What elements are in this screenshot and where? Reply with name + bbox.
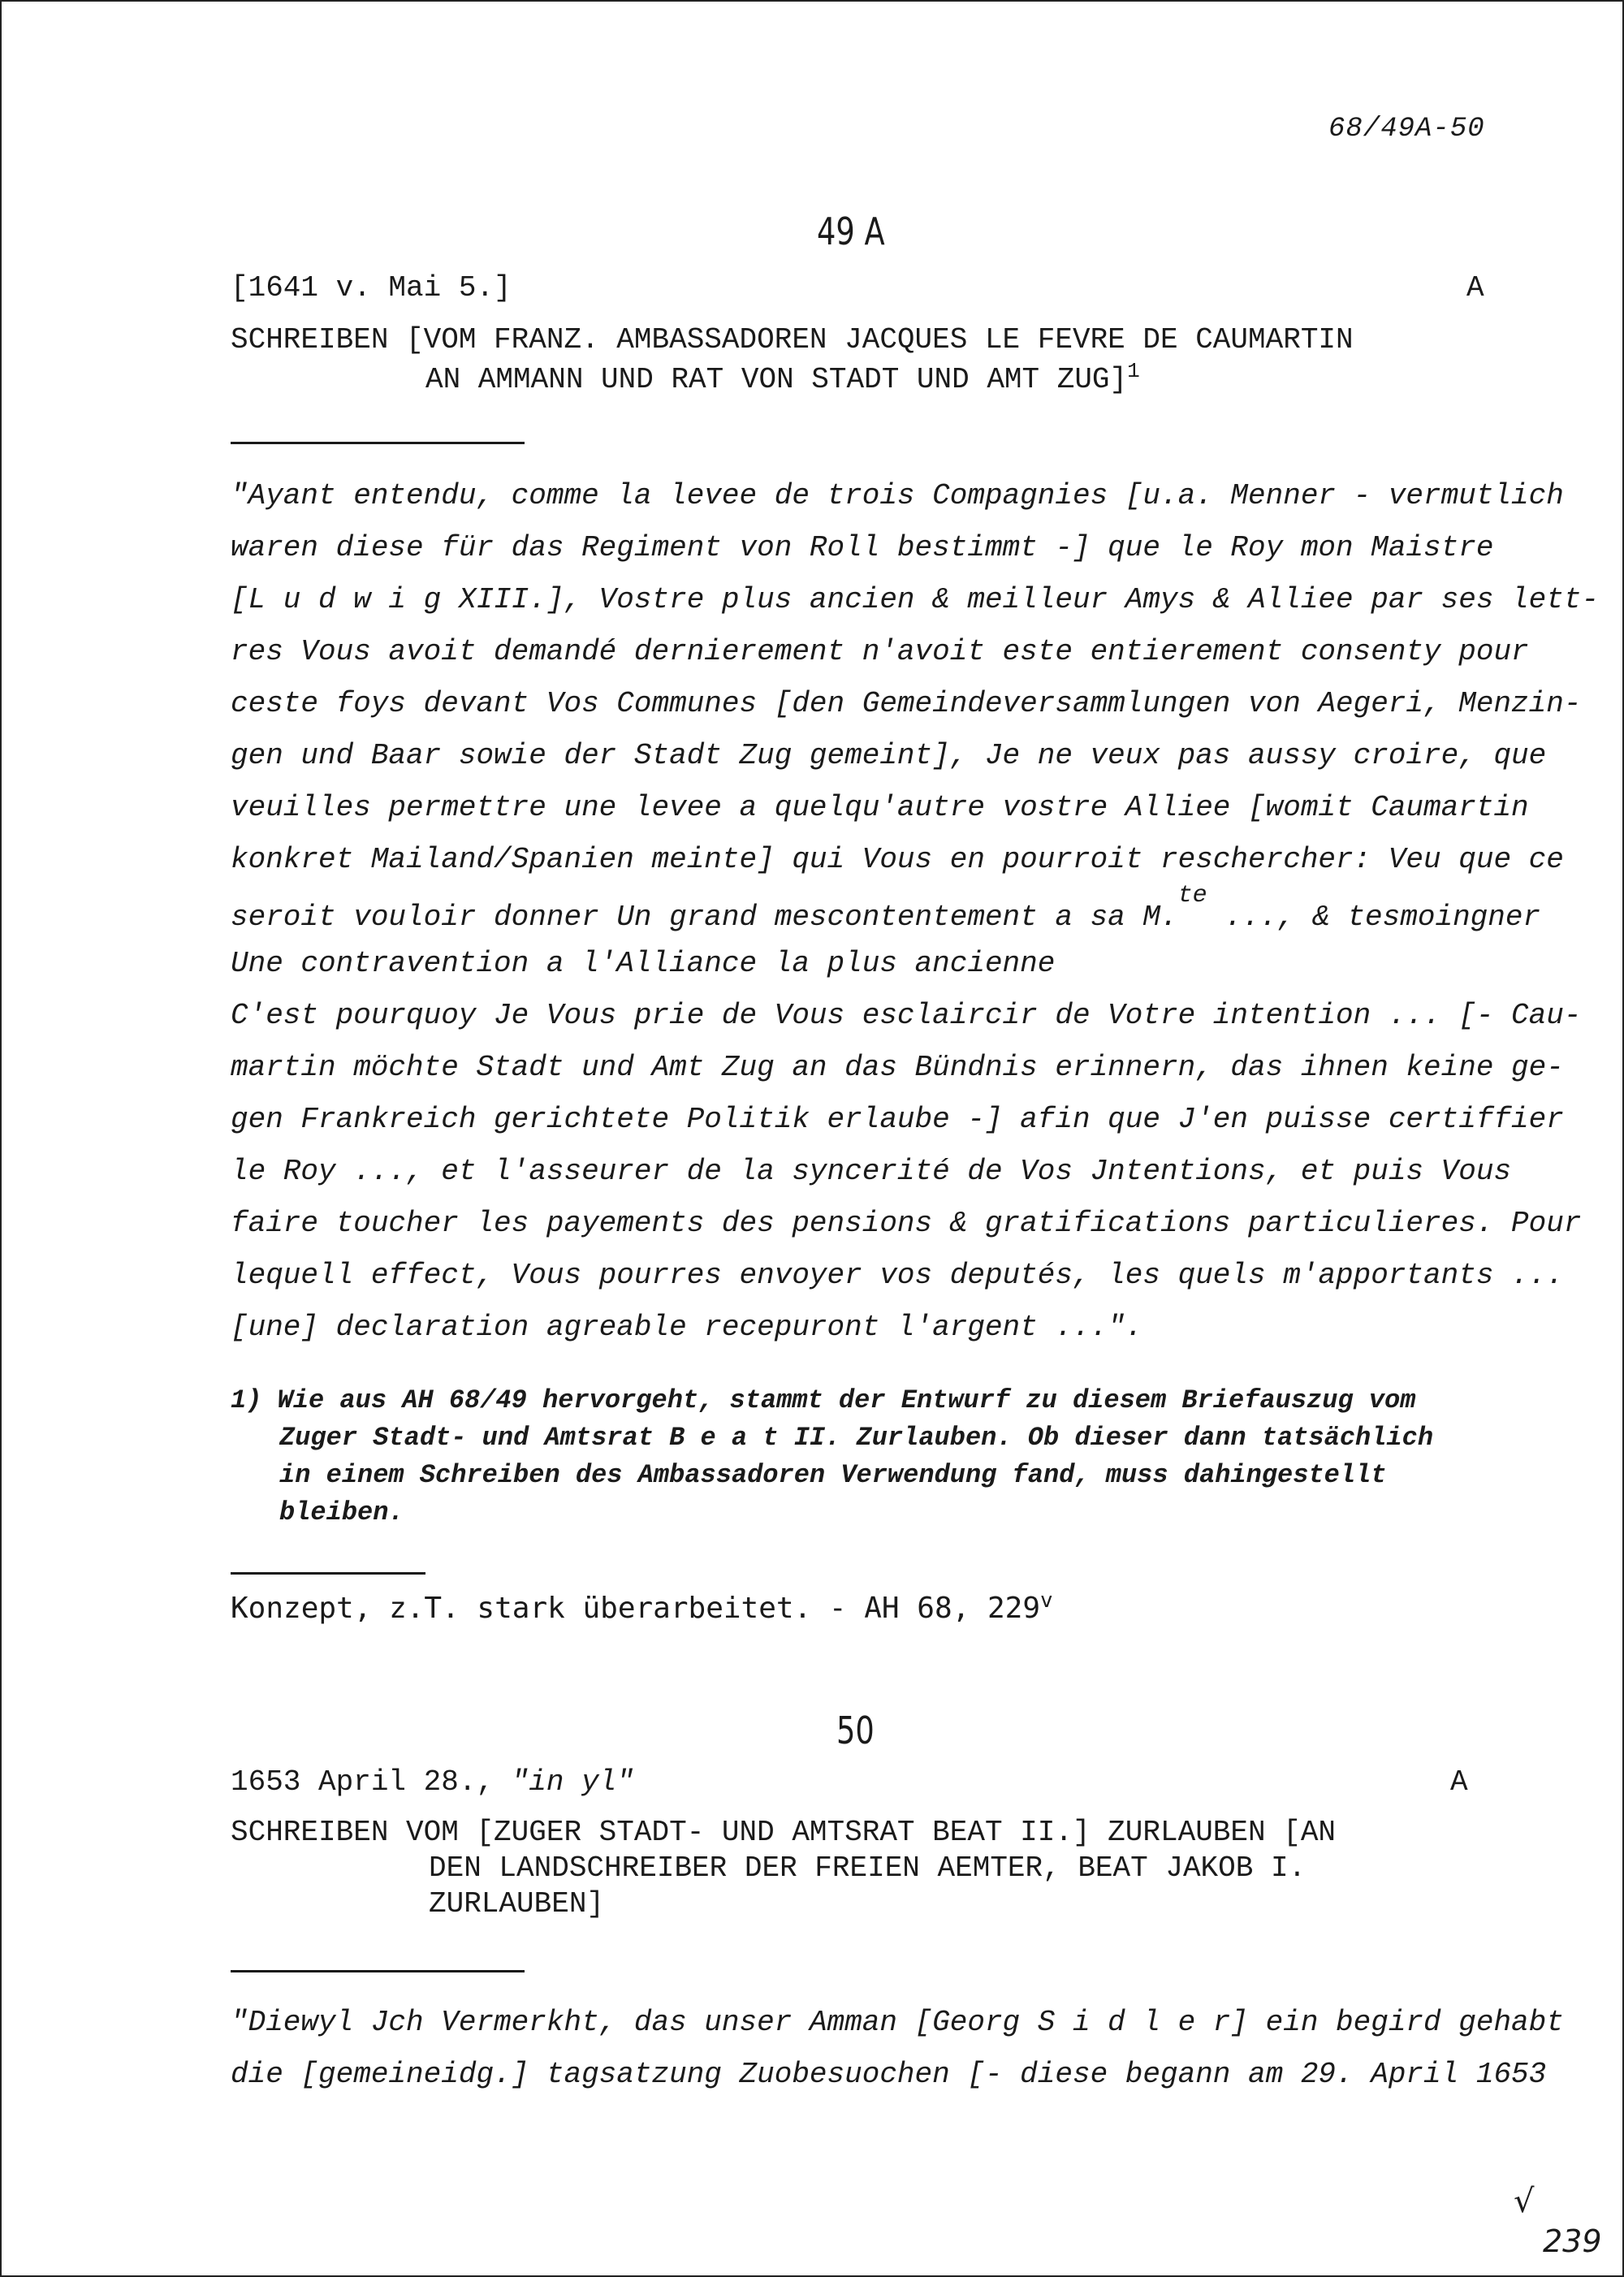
body-line: ceste foys devant Vos Communes [den Gemeindeversammlungen von Aegeri, Menzin- — [231, 687, 1582, 720]
heading-line-49a: SCHREIBEN [VOM FRANZ. AMBASSADOREN JACQUES LE FEVRE DE CAUMARTIN — [231, 323, 1354, 356]
body-line: faire toucher les payements des pensions & gratifications particulieres. Pour — [231, 1207, 1582, 1240]
superscript-te: te — [1177, 882, 1207, 910]
footnote-line: in einem Schreiben des Ambassadoren Verwendung fand, muss dahingestellt — [279, 1460, 1387, 1490]
document-date-49a: [1641 v. Mai 5.] — [231, 271, 512, 305]
heading-line-50: SCHREIBEN VOM [ZUGER STADT- UND AMTSRAT BEAT II.] ZURLAUBEN [AN — [231, 1816, 1337, 1849]
footnote-mark: 1 — [1127, 359, 1140, 383]
heading-line-50: DEN LANDSCHREIBER DER FREIEN AEMTER, BEAT JAKOB I. — [429, 1851, 1307, 1885]
page-reference: 68/49A-50 — [1328, 114, 1485, 145]
body-line: [une] declaration agreable recepuront l'argent ...". — [231, 1311, 1143, 1344]
body-line: die [gemeineidg.] tagsatzung Zuobesuochen [- diese begann am 29. April 1653 — [231, 2058, 1547, 2091]
heading-line-49a: AN AMMANN UND RAT VON STADT UND AMT ZUG]$^1$ — [425, 359, 1140, 396]
body-line: veuilles permettre une levee a quelqu'autre vostre Alliee [womit Caumartin — [231, 791, 1529, 824]
section-rule — [231, 1970, 525, 1972]
section-rule — [231, 442, 525, 444]
body-line: konkret Mailand/Spanien meinte] qui Vous en pourroit reschercher: Veu que ce — [231, 843, 1564, 876]
body-line: martin möchte Stadt und Amt Zug an das Bündnis erinnern, das ihnen keine ge- — [231, 1051, 1564, 1084]
body-line: lequell effect, Vous pourres envoyer vos deputés, les quels m'apportants ... — [231, 1259, 1564, 1292]
check-mark: √ — [1514, 2183, 1535, 2220]
body-line: gen und Baar sowie der Stadt Zug gemeint], Je ne veux pas aussy croire, que — [231, 739, 1547, 772]
body-line: seroit vouloir donner Un grand mescontentement a sa M.$^{te}$ ..., & tesmoingner — [231, 882, 1541, 934]
body-line: "Diewyl Jch Vermerkht, das unser Amman [Georg S i d l e r] ein begird gehabt — [231, 2006, 1564, 2039]
body-line: waren diese für das Regiment von Roll bestimmt -] que le Roy mon Maistre — [231, 531, 1494, 564]
body-line: [L u d w i g XIII.], Vostre plus ancien & meilleur Amys & Alliee par ses lett- — [231, 583, 1600, 616]
folio-number: 239 — [1543, 2223, 1602, 2259]
footnote-line: Zuger Stadt- und Amtsrat B e a t II. Zurlauben. Ob dieser dann tatsächlich — [279, 1423, 1434, 1453]
document-number-49a: 49 A — [817, 210, 885, 253]
document-letter-50: A — [1450, 1765, 1468, 1799]
document-number-50: 50 — [836, 1709, 875, 1752]
document-date-50: 1653 April 28., "in yl" — [231, 1765, 634, 1799]
body-line: le Roy ..., et l'asseurer de la syncerité de Vos Jntentions, et puis Vous — [231, 1155, 1512, 1188]
section-rule — [231, 1572, 425, 1575]
document-letter-49a: A — [1466, 271, 1484, 305]
footnote-line: bleiben. — [279, 1497, 404, 1527]
source-note-49a: Konzept, z.T. stark überarbeitet. - AH 68, 229$^v$ — [231, 1588, 1053, 1625]
body-line: C'est pourquoy Je Vous prie de Vous esclaircir de Votre intention ... [- Cau- — [231, 999, 1582, 1032]
heading-line-50: ZURLAUBEN] — [429, 1887, 605, 1921]
date-place-italic: "in yl" — [511, 1765, 634, 1799]
body-line: "Ayant entendu, comme la levee de trois Compagnies [u.a. Menner - vermutlich — [231, 479, 1564, 512]
body-line: Une contravention a l'Alliance la plus ancienne — [231, 947, 1056, 980]
folio-verso-mark: v — [1040, 1588, 1053, 1613]
body-line: gen Frankreich gerichtete Politik erlaube -] afin que J'en puisse certiffier — [231, 1103, 1564, 1136]
body-line: res Vous avoit demandé dernierement n'avoit este entierement consenty pour — [231, 635, 1529, 668]
footnote-line: 1) Wie aus AH 68/49 hervorgeht, stammt der Entwurf zu diesem Briefauszug vom — [231, 1385, 1416, 1415]
